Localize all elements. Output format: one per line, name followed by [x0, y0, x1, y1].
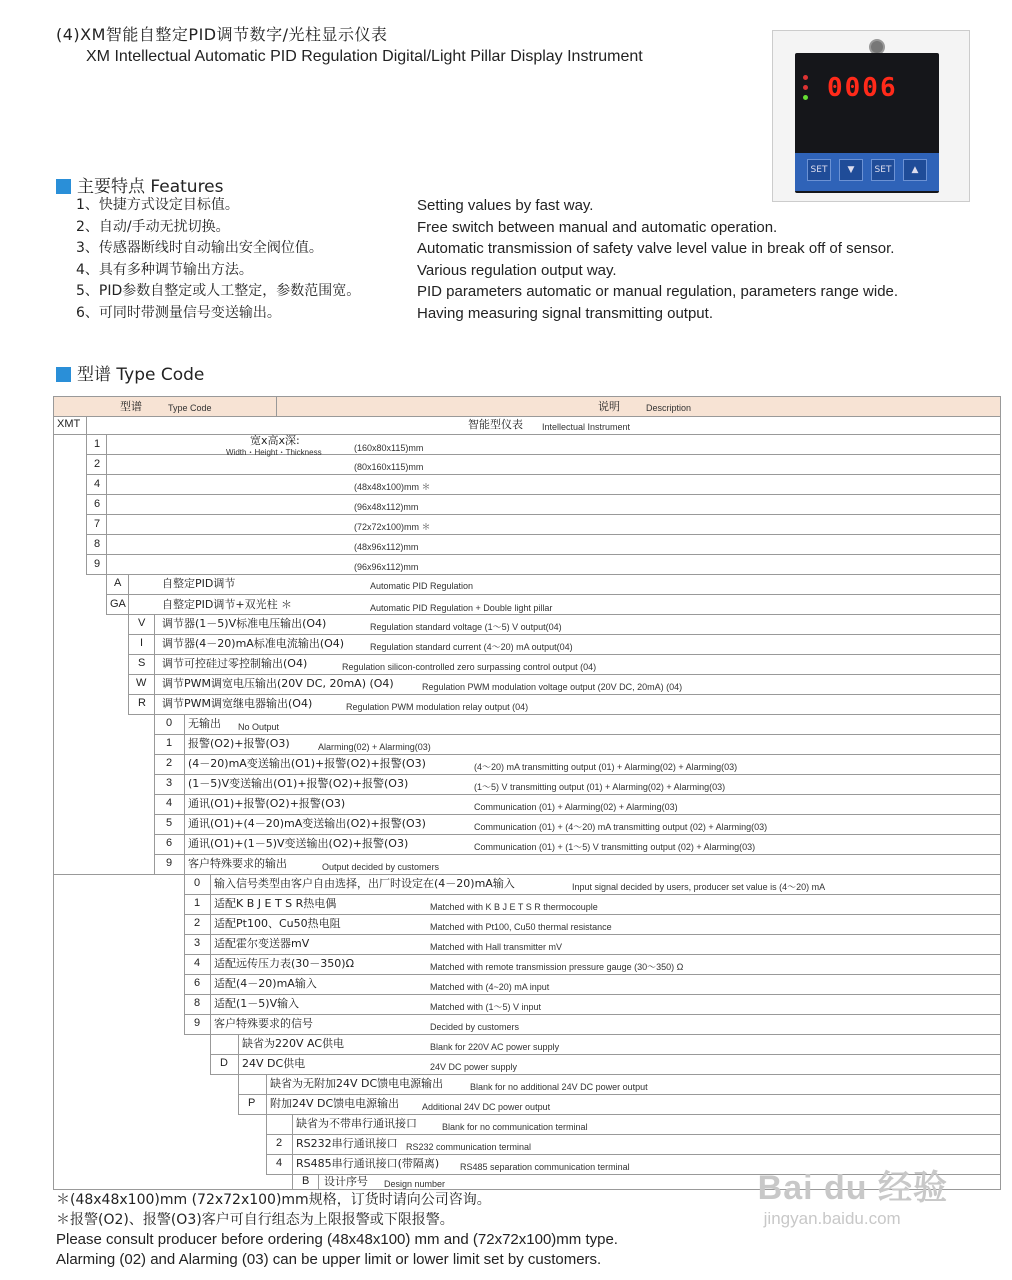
feed-en: Additional 24V DC power output [422, 1102, 551, 1112]
alarm-code: 4 [166, 797, 173, 809]
watermark-brand: Bai du 经验 [757, 1169, 948, 1207]
section-square-icon [56, 367, 71, 382]
col-divider [128, 614, 129, 714]
model-desc-cn: 智能型仪表 [468, 418, 523, 431]
comm-cn: RS485串行通讯接口(带隔离) [296, 1157, 440, 1170]
set-key-2: SET [871, 159, 895, 181]
output-code: I [140, 637, 144, 649]
alarm-cn: 通讯(O1)+(4－20)mA变送输出(O2)+报警(O3) [188, 817, 426, 830]
alarm-en: No Output [238, 722, 280, 732]
reg-code: GA [110, 598, 126, 610]
led-display-digits: 0006 [827, 73, 898, 103]
alarm-en: Communication (01) + (1～5) V transmitting output (02) + Alarming(03) [474, 842, 756, 852]
instrument-front-panel [795, 53, 939, 193]
size-code: 2 [94, 458, 101, 470]
page-title-en: XM Intellectual Automatic PID Regulation Digital/Light Pillar Display Instrument [86, 48, 643, 65]
output-en: Regulation PWM modulation voltage output (20V DC, 20mA) (04) [422, 682, 683, 692]
row-divider [128, 674, 1000, 675]
alarm-cn: 无输出 [188, 717, 221, 730]
alarm-code: 2 [166, 757, 173, 769]
input-en: Matched with remote transmission pressure gauge (30～350) Ω [430, 962, 684, 972]
reg-cn: 自整定PID调节+双光柱 ＊ [162, 598, 293, 611]
output-en: Regulation PWM modulation relay output (04) [346, 702, 529, 712]
reg-en: Automatic PID Regulation [370, 581, 474, 591]
output-en: Regulation silicon-controlled zero surpassing control output (04) [342, 662, 597, 672]
row-divider [184, 954, 1000, 955]
input-code: 6 [194, 977, 201, 989]
feature-item-cn: 3、传感器断线时自动输出安全阀位值。 [76, 240, 323, 257]
reg-cn: 自整定PID调节 [162, 577, 236, 590]
alarm-en: (4～20) mA transmitting output (01) + Alarming(02) + Alarming(03) [474, 762, 738, 772]
section-square-icon [56, 179, 71, 194]
design-cn: 设计序号 [324, 1175, 368, 1188]
input-code: 8 [194, 997, 201, 1009]
row-divider [54, 874, 1000, 875]
feature-item-en: Setting values by fast way. [417, 197, 594, 214]
size-value: (96x48x112)mm [354, 502, 419, 512]
alarm-code: 6 [166, 837, 173, 849]
input-code: 9 [194, 1017, 201, 1029]
input-code: 3 [194, 937, 201, 949]
features-list-cn [76, 195, 360, 325]
feature-item-cn: 6、可同时带测量信号变送输出。 [76, 304, 281, 321]
row-divider [106, 594, 1000, 595]
col-divider [86, 416, 87, 434]
row-divider [128, 634, 1000, 635]
feature-item-cn: 2、自动/手动无扰切换。 [76, 218, 230, 235]
row-divider [266, 1154, 1000, 1155]
comm-en: RS485 separation communication terminal [460, 1162, 630, 1172]
features-heading: 主要特点 Features [56, 172, 224, 197]
row-divider [238, 1094, 1000, 1095]
col-divider [266, 1114, 267, 1174]
comm-code: 4 [276, 1157, 283, 1169]
row-divider [238, 1114, 1000, 1115]
feature-item-cn: 5、PID参数自整定或人工整定，参数范围宽。 [76, 283, 361, 300]
comm-en: RS232 communication terminal [406, 1142, 532, 1152]
input-en: Matched with (1～5) V input [430, 1002, 542, 1012]
watermark-url: jingyan.baidu.com [763, 1209, 901, 1228]
feed-cn: 缺省为无附加24V DC馈电电源输出 [270, 1077, 444, 1090]
header-desc-cn: 说明 [598, 400, 620, 413]
size-code: 1 [94, 438, 101, 450]
feed-en: Blank for no additional 24V DC power output [470, 1082, 648, 1092]
input-en: Matched with K B J E T S R thermocouple [430, 902, 598, 912]
row-divider [86, 474, 1000, 475]
input-cn: 客户特殊要求的信号 [214, 1017, 313, 1030]
input-cn: 适配K B J E T S R热电偶 [214, 897, 337, 910]
size-code: 7 [94, 518, 101, 530]
row-divider [184, 894, 1000, 895]
size-value: (96x96x112)mm [354, 562, 419, 572]
alarm-cn: 通讯(O1)+(1－5)V变送输出(O2)+报警(O3) [188, 837, 409, 850]
set-key: SET [807, 159, 831, 181]
feature-item-en: Having measuring signal transmitting output. [417, 304, 713, 322]
row-divider [154, 854, 1000, 855]
row-divider [154, 734, 1000, 735]
alarm-en: Communication (01) + Alarming(02) + Alarming(03) [474, 802, 678, 812]
power-cn: 缺省为220V AC供电 [242, 1037, 345, 1050]
col-divider [318, 1174, 319, 1189]
row-divider [184, 934, 1000, 935]
input-en: Decided by customers [430, 1022, 520, 1032]
alarm-cn: (1－5)V变送输出(O1)+报警(O2)+报警(O3) [188, 777, 409, 790]
alarm-cn: (4－20)mA变送输出(O1)+报警(O2)+报警(O3) [188, 757, 426, 770]
alarm-code: 3 [166, 777, 173, 789]
size-code: 6 [94, 498, 101, 510]
reg-code: A [114, 577, 122, 589]
input-code: 2 [194, 917, 201, 929]
type-code-table [53, 396, 1001, 1190]
output-cn: 调节器(1－5)V标准电压输出(O4) [162, 617, 327, 630]
col-divider [292, 1114, 293, 1174]
feature-item-en: PID parameters automatic or manual regulation, parameters range wide. [417, 283, 899, 301]
output-code: V [138, 617, 146, 629]
footnote-en-1: Please consult producer before ordering (48x48x100) mm and (72x72x100)mm type. [56, 1231, 618, 1248]
design-en: Design number [384, 1179, 446, 1189]
input-cn: 适配(1－5)V输入 [214, 997, 300, 1010]
power-en: Blank for 220V AC power supply [430, 1042, 560, 1052]
header-code-en: Type Code [168, 403, 212, 413]
alarm-cn: 报警(O2)+报警(O3) [188, 737, 290, 750]
design-code: B [302, 1175, 310, 1187]
output-code: W [136, 677, 147, 689]
output-code: R [138, 697, 146, 709]
alarm-code: 5 [166, 817, 173, 829]
col-divider [154, 614, 155, 714]
size-value: (160x80x115)mm [354, 443, 424, 453]
size-code: 4 [94, 478, 101, 490]
row-divider [86, 534, 1000, 535]
output-en: Regulation standard voltage (1～5) V output(04) [370, 622, 562, 632]
alarm-cn: 客户特殊要求的输出 [188, 857, 287, 870]
alarm-en: (1～5) V transmitting output (01) + Alarming(02) + Alarming(03) [474, 782, 726, 792]
footnote-cn-2: ＊报警(O2)、报警(O3)客户可自行组态为上限报警或下限报警。 [56, 1212, 454, 1228]
model-desc-en: Intellectual Instrument [542, 422, 631, 432]
row-divider [184, 974, 1000, 975]
row-divider [184, 1014, 1000, 1015]
indicator-led [803, 75, 808, 80]
alarm-en: Output decided by customers [322, 862, 440, 872]
down-key: ▼ [839, 159, 863, 181]
row-divider [128, 654, 1000, 655]
feature-item-cn: 4、具有多种调节输出方法。 [76, 261, 253, 278]
feature-item-cn: 1、快捷方式设定目标值。 [76, 197, 239, 213]
row-divider [128, 714, 1000, 715]
header-code-cn: 型谱 [120, 400, 142, 413]
row-divider [184, 994, 1000, 995]
power-en: 24V DC power supply [430, 1062, 518, 1072]
input-en: Matched with Pt100, Cu50 thermal resistance [430, 922, 612, 932]
row-divider [86, 514, 1000, 515]
row-divider [106, 614, 1000, 615]
row-divider [86, 574, 1000, 575]
output-en: Regulation standard current (4～20) mA output(04) [370, 642, 573, 652]
input-en: Matched with Hall transmitter mV [430, 942, 563, 952]
output-cn: 调节可控硅过零控制输出(O4) [162, 657, 308, 670]
size-value: (72x72x100)mm ＊ [354, 522, 431, 532]
row-divider [184, 1034, 1000, 1035]
feature-item-en: Various regulation output way. [417, 261, 617, 279]
features-list-en [417, 195, 898, 325]
comm-en: Blank for no communication terminal [442, 1122, 588, 1132]
alarm-code: 9 [166, 857, 173, 869]
row-divider [86, 554, 1000, 555]
baidu-watermark [758, 1160, 948, 1229]
input-en: Input signal decided by users, producer set value is (4～20) mA [572, 882, 826, 892]
size-value: (48x96x112)mm [354, 542, 419, 552]
input-cn: 适配霍尔变送器mV [214, 937, 310, 950]
row-divider [154, 834, 1000, 835]
input-en: Matched with (4~20) mA input [430, 982, 550, 992]
row-divider [210, 1074, 1000, 1075]
size-value: (48x48x100)mm ＊ [354, 482, 431, 492]
page-title-cn: (4)XM智能自整定PID调节数字/光柱显示仪表 [56, 25, 388, 44]
row-divider [54, 434, 1000, 435]
input-cn: 适配远传压力表(30－350)Ω [214, 957, 354, 970]
footnote-en-2: Alarming (02) and Alarming (03) can be upper limit or lower limit set by customers. [56, 1251, 602, 1268]
feature-item-en: Automatic transmission of safety valve level value in break off of sensor. [417, 240, 895, 258]
alarm-cn: 通讯(O1)+报警(O2)+报警(O3) [188, 797, 346, 810]
alarm-code: 0 [166, 717, 173, 729]
input-cn: 输入信号类型由客户自由选择，出厂时设定在(4－20)mA输入 [214, 877, 515, 890]
footnotes [56, 1190, 618, 1270]
input-code: 4 [194, 957, 201, 969]
size-code: 9 [94, 558, 101, 570]
input-code: 0 [194, 877, 201, 889]
row-divider [86, 454, 1000, 455]
feature-item-en: Free switch between manual and automatic operation. [417, 218, 778, 236]
input-cn: 适配Pt100、Cu50热电阻 [214, 917, 341, 930]
footnote-cn-1: ＊(48x48x100)mm (72x72x100)mm规格，订货时请向公司咨询。 [56, 1192, 491, 1208]
row-divider [86, 494, 1000, 495]
row-divider [128, 694, 1000, 695]
header-desc-en: Description [646, 403, 692, 413]
alarm-en: Alarming(02) + Alarming(03) [318, 742, 431, 752]
type-code-heading: 型谱 Type Code [56, 360, 204, 385]
size-label-cn: 宽x高x深: [250, 434, 300, 447]
indicator-led [803, 85, 808, 90]
row-divider [154, 814, 1000, 815]
col-divider [292, 1174, 293, 1189]
output-cn: 调节PWM调宽电压输出(20V DC, 20mA) (O4) [162, 677, 394, 690]
comm-cn: RS232串行通讯接口 [296, 1137, 398, 1150]
comm-code: 2 [276, 1137, 283, 1149]
alarm-code: 1 [166, 737, 173, 749]
input-cn: 适配(4－20)mA输入 [214, 977, 317, 990]
power-code: D [220, 1057, 228, 1069]
row-divider [210, 1054, 1000, 1055]
output-code: S [138, 657, 146, 669]
up-key: ▲ [903, 159, 927, 181]
comm-cn: 缺省为不带串行通讯接口 [296, 1117, 417, 1130]
output-cn: 调节器(4－20)mA标准电流输出(O4) [162, 637, 345, 650]
indicator-led [803, 95, 808, 100]
reg-en: Automatic PID Regulation + Double light pillar [370, 603, 553, 613]
alarm-en: Communication (01) + (4～20) mA transmitting output (02) + Alarming(03) [474, 822, 768, 832]
input-code: 1 [194, 897, 201, 909]
row-divider [184, 914, 1000, 915]
row-divider [154, 754, 1000, 755]
feed-cn: 附加24V DC馈电电源输出 [270, 1097, 400, 1110]
header-divider [276, 397, 277, 416]
model-code: XMT [57, 418, 81, 430]
keypad [795, 153, 939, 191]
power-cn: 24V DC供电 [242, 1057, 306, 1070]
output-cn: 调节PWM调宽继电器输出(O4) [162, 697, 313, 710]
size-label-en: Width・Height・Thickness [226, 448, 322, 457]
feed-code: P [248, 1097, 256, 1109]
size-value: (80x160x115)mm [354, 462, 424, 472]
row-divider [154, 794, 1000, 795]
instrument-photo [772, 30, 970, 202]
row-divider [154, 774, 1000, 775]
size-code: 8 [94, 538, 101, 550]
row-divider [266, 1134, 1000, 1135]
